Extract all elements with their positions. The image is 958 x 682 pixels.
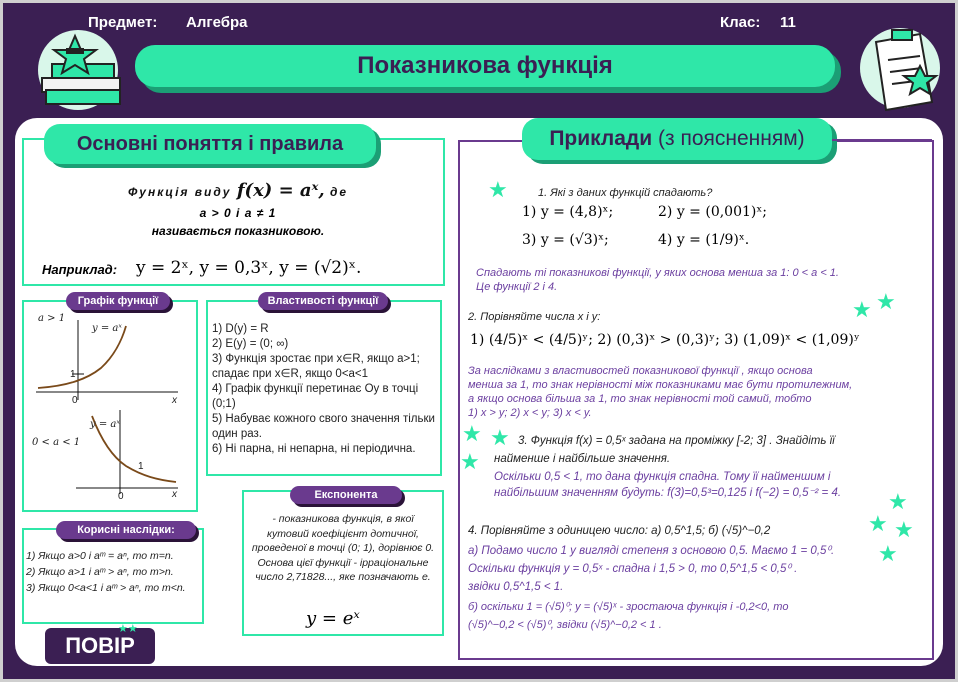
graph-one-bottom: 1 <box>138 461 144 472</box>
example3-question: 3. Функція f(x) = 0,5ˣ задана на проміжку [-2; 3] . Знайдіть її <box>518 435 835 447</box>
star-icon: ★ <box>852 298 872 323</box>
properties-list <box>212 322 440 457</box>
exponent-text: - показникова функція, в якої кутовий коефіцієнт дотичної, проведеної в точці (0; 1), дорівнює 0. Основа цієї функції - ірраціональне число 2,71828..., яке позначають e. <box>251 513 435 583</box>
example2-answer-line3: а якщо основа більша за 1, то знак нерівності той самий, тобто <box>468 393 812 405</box>
grade-label: Клас: <box>720 14 761 31</box>
graph-zero-bottom: 0 <box>118 491 124 502</box>
examples-heading-bold: Приклади <box>549 127 653 150</box>
useful-item: 1) Якщо a>0 і aᵐ = aⁿ, то m=n. <box>26 550 174 562</box>
example4-question: 4. Порівняйте з одиницею число: а) 0,5^1,5; б) (√5)^−0,2 <box>468 525 771 537</box>
graph-label-bottom: 0 < a < 1 <box>32 437 81 448</box>
useful-item: 2) Якщо a>1 і aᵐ > aⁿ, то m>n. <box>26 566 174 578</box>
subject-value: Алгебра <box>186 14 248 31</box>
examples-heading-line <box>832 139 932 141</box>
example2-question: 2. Порівняйте числа x і y: <box>468 311 601 323</box>
property-item: 4) Графік функції перетинає Oy в точці (0;1) <box>212 383 419 410</box>
def-text: Функція виду <box>127 185 232 199</box>
useful-item: 3) Якщо 0<a<1 і aᵐ > aⁿ, то m<n. <box>26 582 186 594</box>
def-formula: f(x) = aˣ, <box>236 180 325 201</box>
star-icon: ★ <box>894 518 914 543</box>
star-icon: ★ <box>878 542 898 567</box>
star-icon: ★ <box>490 426 510 451</box>
example1-option-a: 1) y = (4,8)ˣ; <box>522 204 614 220</box>
example4-answer-line4: б) оскільки 1 = (√5)⁰; y = (√5)ˣ - зростаюча функція і -0,2<0, то <box>468 601 789 613</box>
property-item: 6) Ні парна, ні непарна, ні періодична. <box>212 443 416 455</box>
example-formula: y = 2ˣ, y = 0,3ˣ, y = (√2)ˣ. <box>136 258 362 278</box>
page-title: Показникова функція <box>135 45 835 87</box>
section-heading-examples <box>522 118 832 160</box>
star-icon: ★ <box>876 290 896 315</box>
graph-x-top: x <box>172 395 177 406</box>
useful-chip: Корисні наслідки: <box>56 521 196 539</box>
section-heading-basics: Основні поняття і правила <box>44 124 376 164</box>
useful-list <box>26 548 204 596</box>
example1-answer-line2: Це функції 2 і 4. <box>476 281 558 293</box>
example3-question-cont: найменше і найбільше значення. <box>494 453 671 465</box>
example3-answer-line1: Оскільки 0,5 < 1, то дана функція спадна. Тому її найменшим і <box>494 471 831 483</box>
example2-answer-line1: За наслідками з властивостей показникової функції , якщо основа <box>468 365 813 377</box>
example1-option-d: 4) y = (1/9)ˣ. <box>658 232 750 248</box>
graph-x-bottom: x <box>172 489 177 500</box>
definition-line2: a > 0 і a ≠ 1 <box>199 206 277 220</box>
property-item: 5) Набуває кожного свого значення тільки один раз. <box>212 413 435 440</box>
exponent-formula: y = eˣ <box>306 608 360 629</box>
clipboard-illustration-icon <box>858 20 948 115</box>
property-item: 3) Функція зростає при x∈R, якщо a>1; спадає при x∈R, якщо 0<a<1 <box>212 353 420 380</box>
example1-question: 1. Які з даних функцій спадають? <box>538 187 713 199</box>
subject-label: Предмет: <box>88 14 158 31</box>
example3-answer-line2: найбільшим значенням будуть: f(3)=0,5³=0,125 і f(−2) = 0,5⁻² = 4. <box>494 487 842 499</box>
brand-stars-icon: ★★ <box>118 622 138 635</box>
example1-answer-line1: Спадають ті показникові функції, у яких основа менша за 1: 0 < a < 1. <box>476 267 839 279</box>
example4-answer-line5: (√5)^−0,2 < (√5)⁰, звідки (√5)^−0,2 < 1 . <box>468 619 662 631</box>
property-item: 2) E(y) = (0; ∞) <box>212 338 289 350</box>
brand-logo: ПОВІР <box>45 628 155 664</box>
property-item: 1) D(y) = R <box>212 323 269 335</box>
star-icon: ★ <box>888 490 908 515</box>
example1-option-c: 3) y = (√3)ˣ; <box>522 232 609 248</box>
graph-one-top: 1 <box>70 369 76 380</box>
example2-formula: 1) (4/5)ˣ < (4/5)ʸ; 2) (0,3)ˣ > (0,3)ʸ; 3) (1,09)ˣ < (1,09)ʸ <box>470 332 860 348</box>
example4-answer-line2: Оскільки функція y = 0,5ˣ - спадна і 1,5 > 0, то 0,5^1,5 < 0,5⁰ . <box>468 563 798 575</box>
graph-chip: Графік функції <box>66 292 170 310</box>
graph-label-top: a > 1 <box>38 313 66 324</box>
examples-heading-rest: (з поясненням) <box>652 127 805 150</box>
graph-curve-top: y = aˣ <box>92 323 122 334</box>
grade-value: 11 <box>780 14 796 31</box>
star-icon: ★ <box>488 178 508 203</box>
example4-answer-line3: звідки 0,5^1,5 < 1. <box>468 581 564 593</box>
example2-answer-line4: 1) x > y; 2) x < y; 3) x < y. <box>468 407 592 419</box>
example1-option-b: 2) y = (0,001)ˣ; <box>658 204 768 220</box>
exponential-graphs <box>26 312 196 502</box>
example-label: Наприклад: <box>42 262 118 277</box>
definition-line3: називається показниковою. <box>151 224 325 238</box>
star-icon: ★ <box>460 450 480 475</box>
star-icon: ★ <box>462 422 482 447</box>
books-illustration-icon <box>30 28 135 118</box>
def-text-de: де <box>329 185 349 199</box>
exponent-chip: Експонента <box>290 486 402 504</box>
properties-chip: Властивості функції <box>258 292 388 310</box>
graph-curve-bottom: y = aˣ <box>90 419 120 430</box>
example2-answer-line2: менша за 1, то знак нерівності між показниками має бути протилежним, <box>468 379 853 391</box>
example4-answer-line1: а) Подамо число 1 у вигляді степеня з основою 0,5. Маємо 1 = 0,5⁰. <box>468 545 835 557</box>
graph-zero-top: 0 <box>72 395 78 406</box>
definition-line1 <box>78 180 398 201</box>
star-icon: ★ <box>868 512 888 537</box>
